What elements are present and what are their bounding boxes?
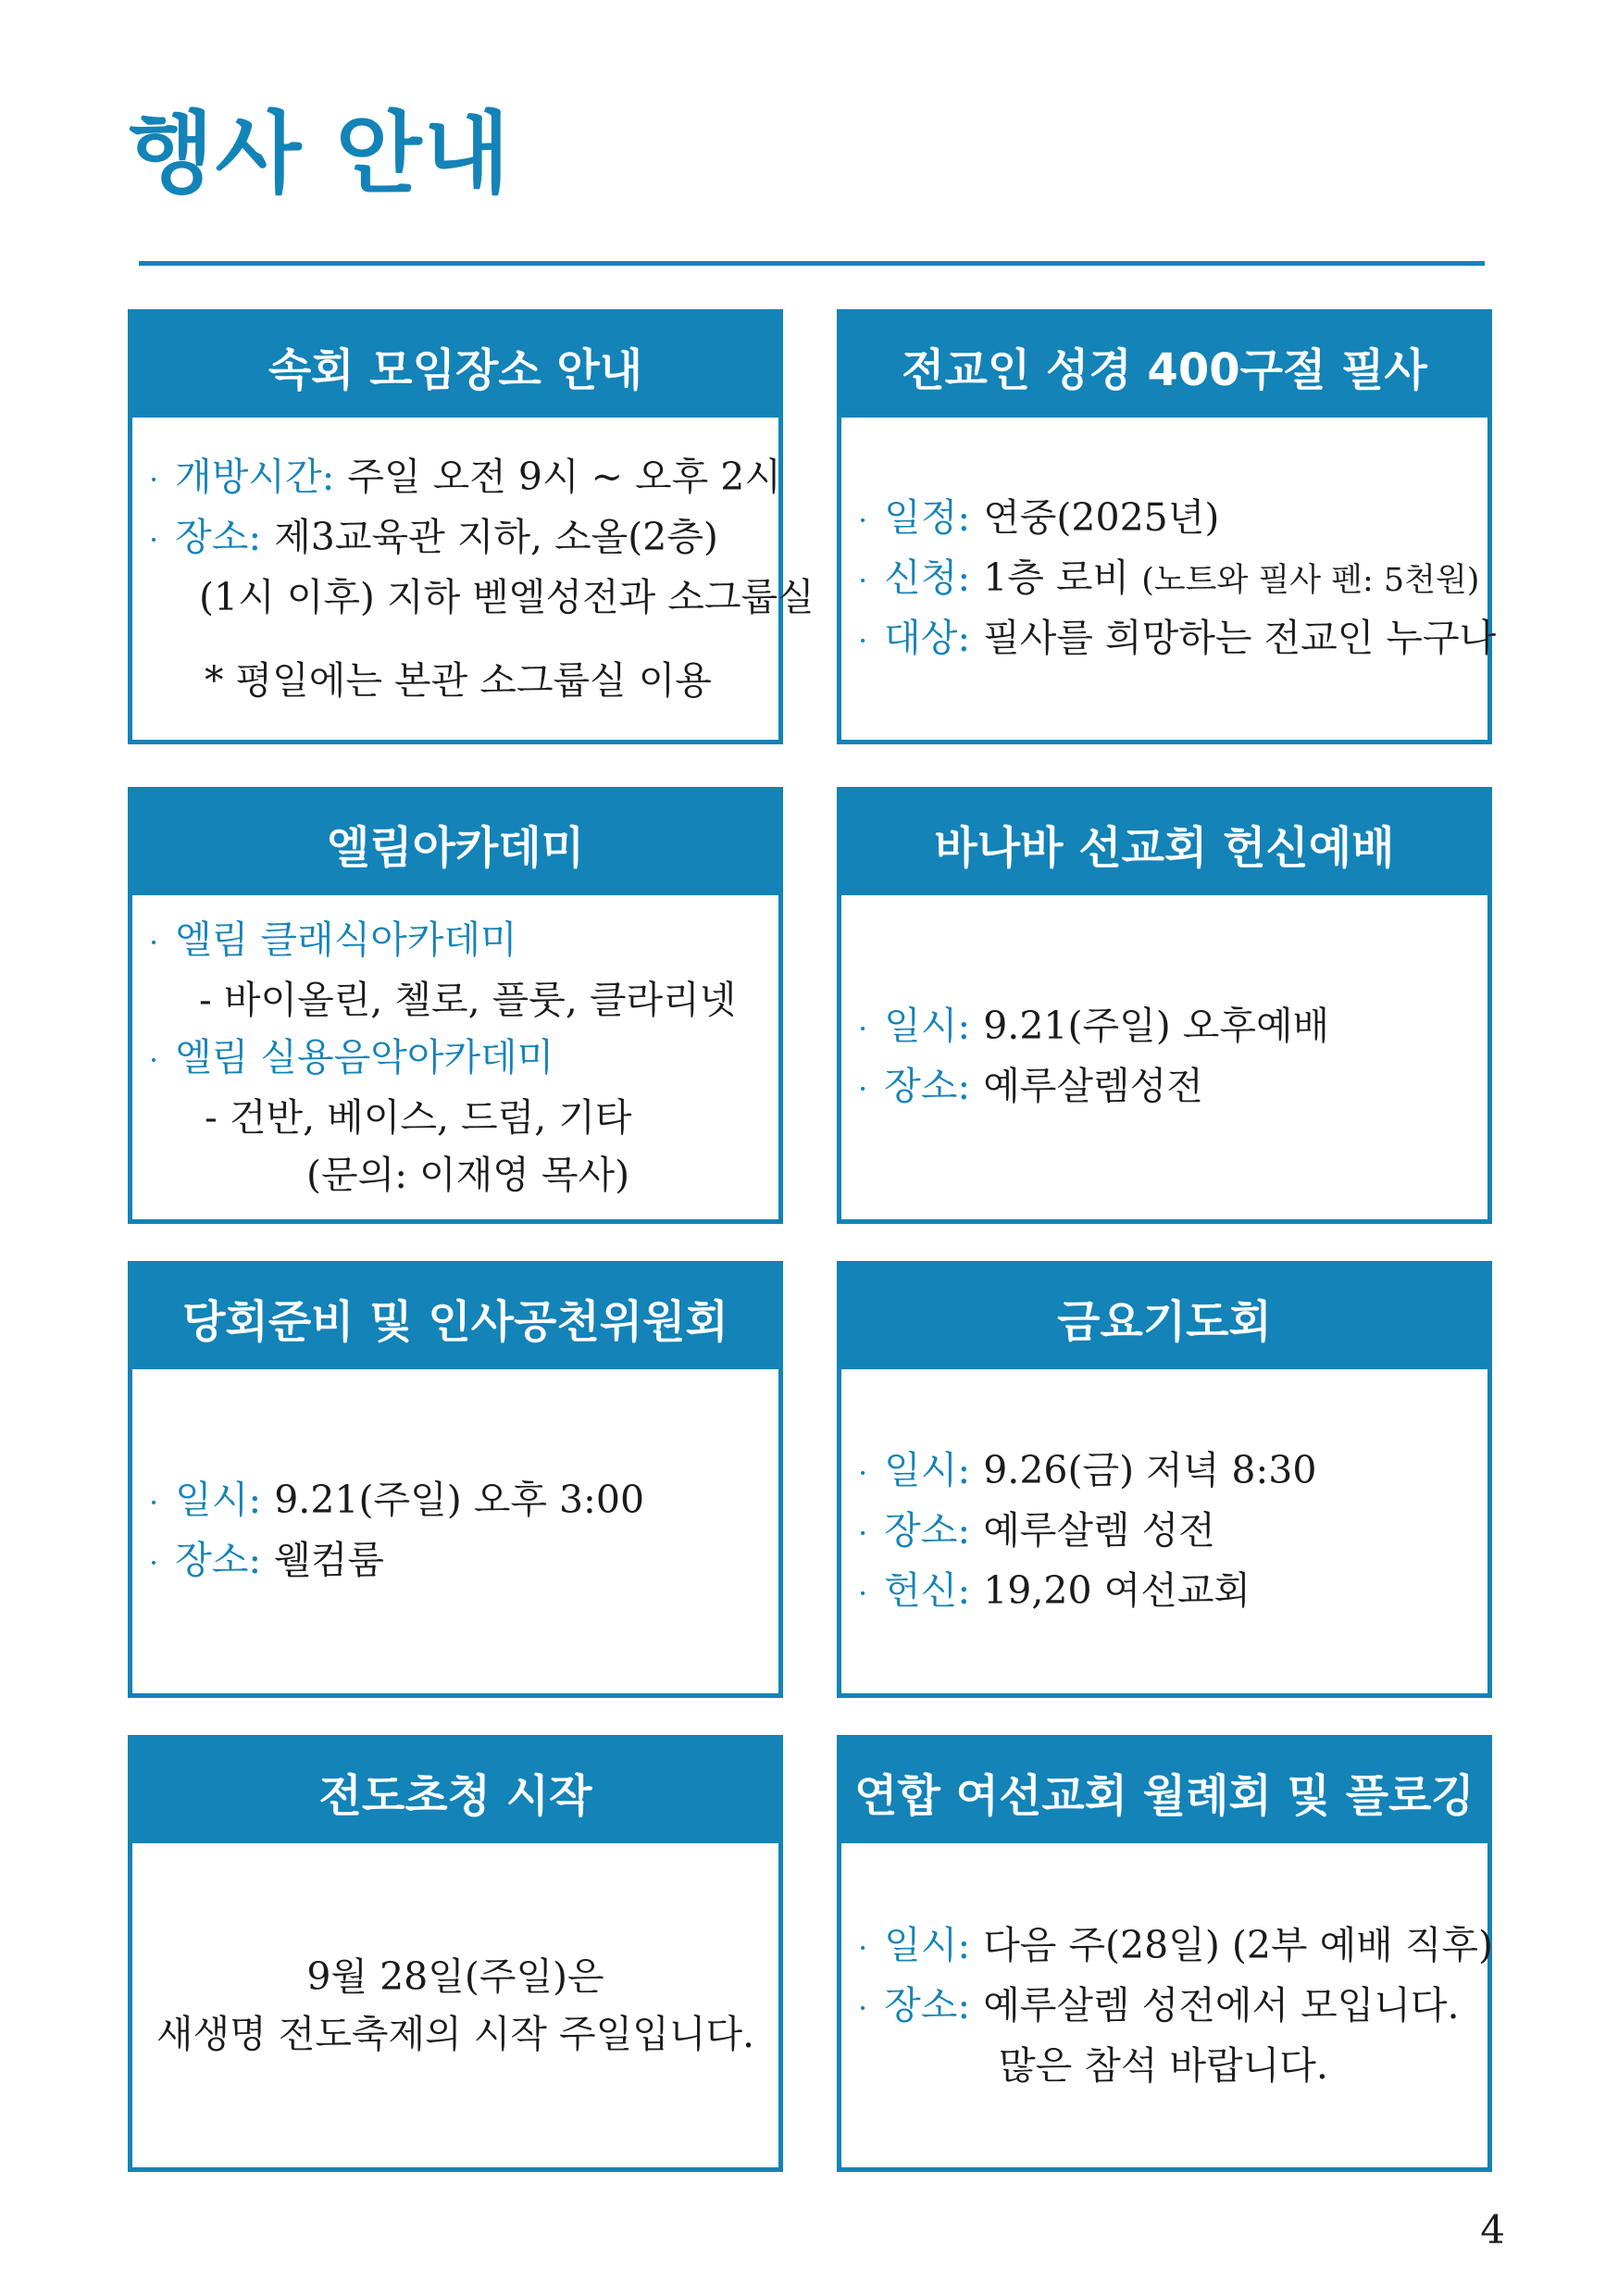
item-label: 헌신: [884,1567,971,1613]
bullet-icon: · [149,1485,159,1520]
bullet-icon: · [149,1042,159,1078]
body-text: 9월 28일(주일)은 [306,1954,604,1999]
body-text: 새생명 전도축제의 시작 주일입니다. [156,2012,755,2056]
list-item [858,609,1497,669]
item-label: 일시: [884,1923,971,1967]
item-label: 일정: [884,494,971,540]
card-header: 연합 여선교회 월례회 및 플로깅 [841,1740,1487,1843]
item-text: 예루살렘 성전에서 모입니다. [983,1983,1460,2028]
page-number: 4 [1480,2207,1505,2252]
list-item [858,1977,1471,2037]
item-text: 19,20 여선교회 [983,1567,1251,1613]
item-text: 9.26(금) 저녁 8:30 [983,1447,1317,1492]
bullet-icon: · [858,562,868,598]
card-bible-transcription [837,309,1497,744]
item-label: 일시: [884,1004,971,1048]
card-barnabas-dedication [837,787,1492,1224]
item-text: 필사를 희망하는 전교인 누구나 [983,615,1497,660]
bullet-icon: · [149,462,159,497]
item-label: 대상: [884,615,971,660]
bullet-icon: · [858,1575,868,1611]
card-header: 금요기도회 [841,1266,1487,1369]
bullet-icon: · [858,1454,868,1491]
card-womens-meeting-plogging [837,1735,1492,2172]
page-title: 행사 안내 [128,102,512,206]
card-body [132,1843,778,2167]
list-item [149,1471,762,1531]
item-text: 예루살렘성전 [983,1064,1203,1108]
card-body [132,895,778,1219]
list-item-continuation: (1시 이후) 지하 벧엘성전과 소그룹실 [199,575,815,619]
card-header: 엘림아카데미 [132,792,778,895]
item-label: 장소: [884,1507,971,1553]
bullet-icon: · [858,1515,868,1551]
card-header: 전도초청 시작 [132,1740,778,1843]
bullet-icon: · [149,1545,159,1580]
list-subitem: - 건반, 베이스, 드럼, 기타 [205,1095,632,1140]
card-session-committee [128,1261,783,1698]
list-item [858,489,1471,549]
item-label: 장소: [175,1538,262,1582]
list-item [149,1531,762,1591]
bullet-icon: · [149,522,159,557]
item-label: 장소: [175,515,262,559]
item-label: 일시: [175,1478,262,1522]
bullet-icon: · [858,1011,868,1046]
item-text: 9.21(주일) 오후예배 [983,1004,1330,1048]
card-header: 바나바 선교회 헌신예배 [841,792,1487,895]
note-text: * 평일에는 본관 소그룹실 이용 [205,658,712,703]
item-text: 9.21(주일) 오후 3:00 [274,1478,645,1522]
item-text: 주일 오전 9시 ~ 오후 2시 [347,455,781,499]
bullet-icon: · [858,1930,868,1965]
bullet-icon: · [858,622,868,658]
list-subitem: - 바이올린, 첼로, 플룻, 클라리넷 [199,978,737,1022]
card-body [132,1369,778,1693]
item-text: 연중(2025년) [983,494,1220,540]
item-text: 다음 주(28일) (2부 예배 직후) [983,1923,1494,1967]
bullet-icon: · [858,1990,868,2026]
card-evangelism-start [128,1735,783,2172]
item-note: (노트와 필사 펜: 5천원) [1141,561,1480,599]
list-item [149,911,762,971]
item-label: 장소: [884,1064,971,1108]
item-label: 신청: [884,555,971,600]
title-divider [139,261,1485,266]
card-body [132,418,815,740]
card-body [841,895,1487,1219]
card-body [841,418,1497,740]
card-small-group-venue [128,309,815,744]
card-elim-academy [128,787,783,1224]
item-text: 예루살렘 성전 [983,1507,1215,1553]
card-header: 전교인 성경 400구절 필사 [841,314,1487,418]
item-text: 웰컴룸 [274,1538,385,1582]
item-text: 1층 로비 [983,555,1130,600]
card-body [841,1369,1487,1693]
item-label: 장소: [884,1983,971,2028]
item-text: 제3교육관 지하, 소올(2층) [274,515,718,559]
list-item [149,1029,762,1089]
list-item [858,1441,1471,1502]
list-item [858,1562,1471,1622]
item-label: 엘림 클래식아카데미 [175,917,517,962]
bullet-icon: · [858,1071,868,1106]
bullet-icon: · [858,502,868,538]
list-item-continuation: 많은 참석 바랍니다. [999,2043,1328,2088]
bullet-icon: · [149,925,159,960]
list-item [149,448,781,508]
item-label: 엘림 실용음악아카데미 [175,1035,554,1079]
card-body [841,1843,1494,2167]
list-item [858,1502,1471,1562]
card-header: 당회준비 및 인사공천위원회 [132,1266,778,1369]
contact-note: (문의: 이재영 목사) [306,1153,630,1197]
list-item [858,1916,1494,1977]
item-label: 일시: [884,1447,971,1492]
item-label: 개방시간: [175,455,335,499]
list-item [858,1057,1471,1117]
list-item [858,549,1480,609]
card-header: 속회 모임장소 안내 [132,314,778,418]
card-friday-prayer [837,1261,1492,1698]
list-item [858,997,1471,1057]
list-item [149,508,762,568]
